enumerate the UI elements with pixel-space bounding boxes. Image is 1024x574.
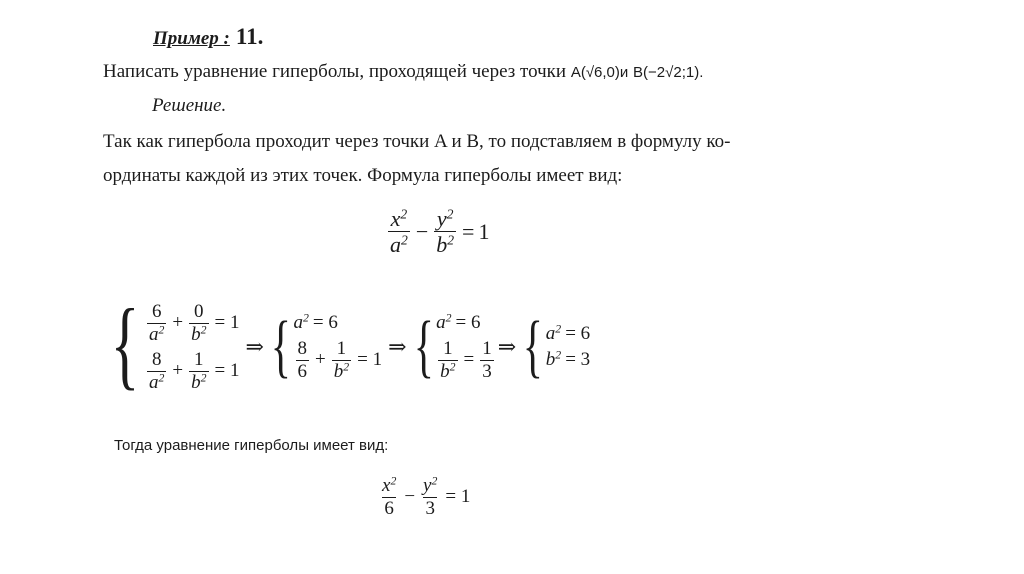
system-2-row-2: $\frac{8}{6}$ + $\frac{1}{b^2}$ = 1 — [297, 337, 383, 382]
fraction-x2-6: $\frac{x^2}{6}$ — [382, 474, 397, 519]
system-2: { $a^2$ = 6 $\frac{8}{6}$ + $\frac{1}{b^2}$ = 1 — [266, 311, 386, 383]
point-b: B(−2√2;1). — [633, 64, 704, 81]
problem-statement — [103, 61, 703, 83]
problem-text: Написать уравнение гиперболы, проходящей через точки — [103, 61, 567, 82]
general-formula: $\frac{x^2}{a^2}$ − $\frac{y^2}{b^2}$ = 1 — [390, 206, 490, 258]
fraction-x2-a2: $\frac{x^2}{a^2}$ — [390, 206, 408, 258]
conclusion-text: Тогда уравнение гиперболы имеет вид: — [114, 437, 389, 454]
system-1-row-1: $\frac{6}{a^2}$ + $\frac{0}{b^2}$ = 1 — [149, 300, 240, 345]
system-2-row-1: $a^2$ = 6 — [293, 311, 338, 333]
example-title — [153, 24, 263, 50]
system-4: { $a^2$ = 6 $b^2$ = 3 — [518, 312, 594, 382]
paragraph-line-1: Так как гипербола проходит через точки A и B, то подставляем в формулу ко- — [103, 131, 731, 152]
solution-label: Решение. — [152, 95, 227, 116]
system-3: { $a^2$ = 6 $\frac{1}{b^2}$ = $\frac{1}{3}$ — [409, 311, 496, 383]
fraction-y2-b2: $\frac{y^2}{b^2}$ — [436, 206, 455, 258]
equation-system-chain — [103, 288, 594, 399]
system-4-row-2: $b^2$ = 3 — [545, 348, 591, 370]
fraction-y2-3: $\frac{y^2}{3}$ — [423, 474, 438, 519]
system-1-row-2: $\frac{8}{a^2}$ + $\frac{1}{b^2}$ = 1 — [149, 348, 240, 393]
system-4-row-1: $a^2$ = 6 — [545, 322, 591, 344]
implies-arrow: ⇒ — [497, 334, 517, 359]
final-formula: $\frac{x^2}{6}$ − $\frac{y^2}{3}$ = 1 — [382, 474, 471, 519]
implies-arrow: ⇒ — [245, 334, 264, 359]
system-3-row-1: $a^2$ = 6 — [436, 311, 481, 333]
implies-arrow: ⇒ — [388, 334, 407, 359]
system-3-row-2: $\frac{1}{b^2}$ = $\frac{1}{3}$ — [440, 337, 492, 382]
example-label: Пример : — [153, 28, 230, 49]
system-1: { $\frac{6}{a^2}$ + $\frac{0}{b^2}$ = 1 $\frac{8}{a^2}$ + $\frac{1}{b^2}$ = 1 — [103, 300, 243, 394]
example-number: 11. — [235, 24, 264, 49]
point-a: A(√6,0) — [570, 64, 620, 81]
problem-conj: и — [619, 64, 629, 81]
paragraph-line-2: ординаты каждой из этих точек. Формула гиперболы имеет вид: — [103, 165, 623, 186]
